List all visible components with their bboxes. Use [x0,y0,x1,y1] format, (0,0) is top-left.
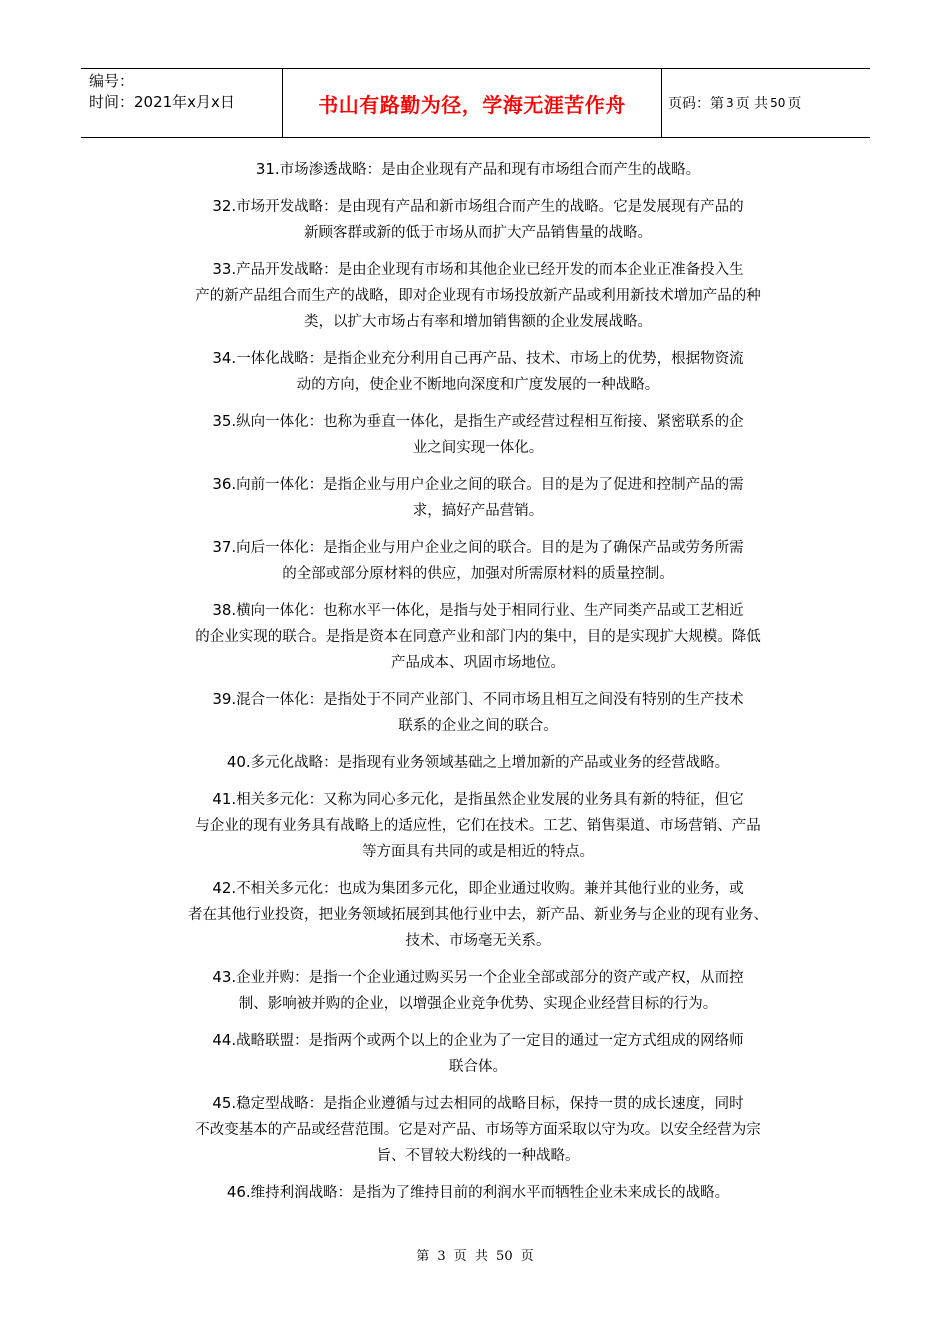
item-number: 41. [212,790,237,808]
item-text: 业之间实现一体化。 [412,440,544,456]
item-text: 纵向一体化：也称为垂直一体化，是指生产或经营过程相互衔接、紧密联系的企 [236,414,744,430]
item-number: 34. [212,349,237,367]
definition-line [148,786,808,813]
item-text: 相关多元化：又称为同心多元化，是指虽然企业发展的业务具有新的特征，但它 [236,792,744,808]
definition-line [148,1179,808,1206]
definition-item [148,193,808,246]
definition-line [148,686,808,713]
page-mid: 页 共 [735,96,769,112]
item-text: 产品开发战略：是由企业现有市场和其他企业已经开发的而本企业正准备投入生 [236,262,744,278]
page-header [81,68,870,138]
item-number: 35. [212,412,237,430]
definition-item [148,875,808,954]
item-text: 制、影响被并购的企业，以增强企业竞争优势、实现企业经营目标的行为。 [238,996,718,1012]
definition-line [148,875,808,902]
definition-line [148,193,808,220]
definition-item [148,686,808,739]
definition-line [148,902,808,928]
definition-line [148,561,808,587]
definition-item [148,345,808,398]
item-text: 市场开发战略：是由现有产品和新市场组合而产生的战略。它是发展现有产品的 [236,199,744,215]
item-text: 维持利润战略：是指为了维持目前的利润水平而牺牲企业未来成长的战略。 [250,1185,730,1201]
item-text: 类，以扩大市场占有率和增加销售额的企业发展战略。 [304,314,652,330]
item-text: 的企业实现的联合。是指是资本在同意产业和部门内的集中，目的是实现扩大规模。降低 [195,629,761,645]
item-number: 45. [212,1094,237,1112]
item-text: 等方面具有共同的或是相近的特点。 [362,844,594,860]
page-footer: 第 3 页 共 50 页 [416,1249,534,1264]
item-text: 联系的企业之间的联合。 [398,718,558,734]
item-text: 求，搞好产品营销。 [412,503,544,519]
item-text: 联合体。 [449,1059,507,1075]
item-number: 40. [226,753,251,771]
header-page-info [662,69,870,137]
item-text: 不改变基本的产品或经营范围。它是对产品、市场等方面采取以守为攻。以安全经营为宗 [195,1122,761,1138]
definition-item [148,597,808,676]
definition-item [148,964,808,1017]
definition-line [148,1090,808,1117]
item-text: 者在其他行业投资，把业务领域拓展到其他行业中去，新产品、新业务与企业的现有业务、 [188,907,768,923]
definition-line [148,372,808,398]
item-number: 33. [212,260,237,278]
definition-line [148,309,808,335]
definition-item [148,471,808,524]
definition-line [148,408,808,435]
definition-line [148,1054,808,1080]
definition-line [148,650,808,676]
item-number: 38. [212,601,237,619]
item-text: 动的方向，使企业不断地向深度和广度发展的一种战略。 [296,377,660,393]
item-number: 43. [212,968,237,986]
definition-line [148,498,808,524]
item-text: 产的新产品组合而生产的战略，即对企业现有市场投放新产品或利用新技术增加产品的种 [195,288,761,304]
definition-line [148,749,808,776]
item-number: 44. [212,1031,237,1049]
definition-item [148,534,808,587]
item-text: 战略联盟：是指两个或两个以上的企业为了一定目的通过一定方式组成的网络师 [236,1033,744,1049]
item-number: 46. [226,1183,251,1201]
definition-item [148,256,808,335]
definition-line [148,1143,808,1169]
header-motto: 书山有路勤为径，学海无涯苦作舟 [282,69,662,137]
definition-line [148,597,808,624]
item-text: 新顾客群或新的低于市场从而扩大产品销售量的战略。 [304,225,652,241]
definition-item [148,1179,808,1206]
time-label: 时间：2021年x月x日 [89,93,235,111]
item-text: 混合一体化：是指处于不同产业部门、不同市场且相互之间没有特别的生产技术 [236,692,744,708]
definition-line [148,839,808,865]
definition-item [148,156,808,183]
definition-line [148,928,808,954]
item-text: 稳定型战略：是指企业遵循与过去相同的战略目标，保持一贯的成长速度，同时 [236,1096,744,1112]
item-text: 不相关多元化：也成为集团多元化，即企业通过收购。兼并其他行业的业务，或 [236,881,744,897]
item-text: 技术、市场毫无关系。 [405,933,551,949]
definition-line [148,435,808,461]
number-label: 编号： [89,72,135,90]
document-body [148,156,808,1216]
page-suffix: 页 [787,96,802,112]
header-meta [81,69,282,137]
definition-item [148,408,808,461]
definition-line [148,813,808,839]
page-current: 3 [726,96,734,110]
item-text: 横向一体化：也称水平一体化，是指与处于相同行业、生产同类产品或工艺相近 [236,603,744,619]
item-text: 多元化战略：是指现有业务领域基础之上增加新的产品或业务的经营战略。 [250,755,730,771]
item-text: 与企业的现有业务具有战略上的适应性，它们在技术。工艺、销售渠道、市场营销、产品 [195,818,761,834]
item-number: 32. [212,197,237,215]
definition-item [148,1027,808,1080]
definition-line [148,624,808,650]
item-text: 企业并购：是指一个企业通过购买另一个企业全部或部分的资产或产权，从而控 [236,970,744,986]
item-number: 36. [212,475,237,493]
item-number: 39. [212,690,237,708]
item-text: 市场渗透战略：是由企业现有产品和现有市场组合而产生的战略。 [279,162,701,178]
item-text: 一体化战略：是指企业充分利用自己再产品、技术、市场上的优势，根据物资流 [236,351,744,367]
item-text: 的全部或部分原材料的供应，加强对所需原材料的质量控制。 [282,566,674,582]
page-total: 50 [770,96,786,110]
definition-line [148,256,808,283]
page-prefix: 页码：第 [668,96,724,112]
definition-item [148,786,808,865]
item-text: 向后一体化：是指企业与用户企业之间的联合。目的是为了确保产品或劳务所需 [236,540,744,556]
definition-line [148,713,808,739]
definition-line [148,220,808,246]
item-number: 37. [212,538,237,556]
definition-line [148,471,808,498]
item-number: 31. [255,160,280,178]
definition-line [148,1027,808,1054]
item-text: 向前一体化：是指企业与用户企业之间的联合。目的是为了促进和控制产品的需 [236,477,744,493]
definition-line [148,991,808,1017]
item-text: 产品成本、巩固市场地位。 [391,655,565,671]
definition-line [148,156,808,183]
definition-line [148,283,808,309]
definition-line [148,964,808,991]
definition-item [148,749,808,776]
definition-line [148,534,808,561]
definition-line [148,1117,808,1143]
definition-item [148,1090,808,1169]
item-text: 旨、不冒较大粉线的一种战略。 [376,1148,580,1164]
definition-line [148,345,808,372]
item-number: 42. [212,879,237,897]
